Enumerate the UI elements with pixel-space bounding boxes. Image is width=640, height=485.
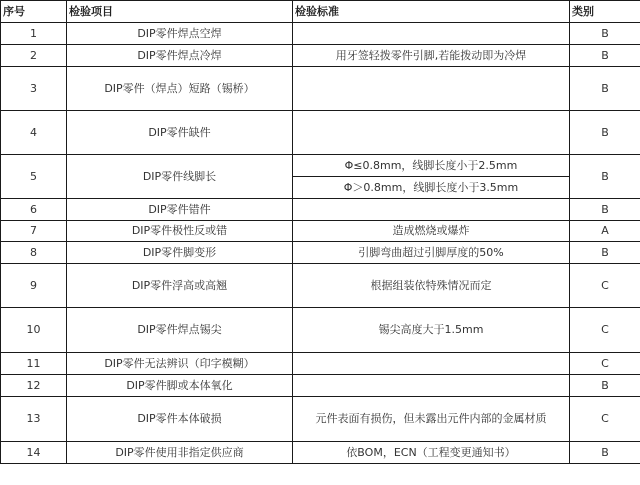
row-item: DIP零件无法辨识（印字模糊） [67,353,293,375]
standard-line-1: Φ≤0.8mm，线脚长度小于2.5mm [293,155,569,177]
row-standard: 造成燃烧或爆炸 [293,221,570,242]
row-standard: 锡尖高度大于1.5mm [293,308,570,353]
table-row [1,67,640,111]
row-no: 12 [1,375,67,397]
table-row [1,221,640,242]
row-standard: 用牙签轻拨零件引脚,若能拨动即为冷焊 [293,45,570,67]
header-row [1,1,640,23]
row-class: B [570,45,640,67]
row-class: B [570,111,640,155]
row-item: DIP零件焊点锡尖 [67,308,293,353]
row-class: B [570,155,640,199]
row-class: B [570,23,640,45]
row-no: 9 [1,264,67,308]
row-item: DIP零件脚或本体氧化 [67,375,293,397]
row-standard [293,353,570,375]
table-row [1,23,640,45]
row-class: C [570,397,640,442]
row-item: DIP零件脚变形 [67,242,293,264]
row-class: B [570,375,640,397]
row-no: 13 [1,397,67,442]
header-standard: 检验标准 [293,1,570,23]
table-row [1,397,640,442]
row-no: 4 [1,111,67,155]
row-no: 7 [1,221,67,242]
row-no: 3 [1,67,67,111]
row-no: 8 [1,242,67,264]
row-standard: 依BOM，ECN（工程变更通知书） [293,442,570,464]
table-row [1,45,640,67]
standard-line-2: Φ＞0.8mm，线脚长度小于3.5mm [343,180,519,194]
row-item: DIP零件焊点冷焊 [67,45,293,67]
row-item: DIP零件极性反或错 [67,221,293,242]
header-class: 类别 [570,1,640,23]
row-standard [293,67,570,111]
row-standard: 引脚弯曲超过引脚厚度的50% [293,242,570,264]
row-class: B [570,67,640,111]
row-item: DIP零件本体破损 [67,397,293,442]
row-no: 10 [1,308,67,353]
row-no: 5 [1,155,67,199]
table-row [1,308,640,353]
row-item: DIP零件使用非指定供应商 [67,442,293,464]
table-row [1,242,640,264]
table-row [1,111,640,155]
row-no: 2 [1,45,67,67]
row-item: DIP零件线脚长 [67,155,293,199]
row-class: B [570,442,640,464]
row-item: DIP零件焊点空焊 [67,23,293,45]
table-row [1,353,640,375]
row-standard: 根据组装依特殊情况而定 [293,264,570,308]
row-class: C [570,264,640,308]
table-row [1,442,640,464]
row-class: B [570,242,640,264]
row-item: DIP零件错件 [67,199,293,221]
row-standard [293,375,570,397]
row-no: 14 [1,442,67,464]
table-row [1,264,640,308]
table-row [1,375,640,397]
header-item: 检验项目 [67,1,293,23]
row-item: DIP零件浮高或高翘 [67,264,293,308]
row-standard [293,23,570,45]
row-standard: 元件表面有损伤，但未露出元件内部的金属材质 [293,397,570,442]
row-class: B [570,199,640,221]
row-no: 11 [1,353,67,375]
row-standard [293,199,570,221]
header-no: 序号 [1,1,67,23]
table-row [1,199,640,221]
row-no: 1 [1,23,67,45]
table-row [1,155,640,199]
row-standard-split [293,155,570,199]
row-standard [293,111,570,155]
row-class: A [570,221,640,242]
row-no: 6 [1,199,67,221]
row-class: C [570,353,640,375]
row-class: C [570,308,640,353]
row-item: DIP零件缺件 [67,111,293,155]
row-item: DIP零件（焊点）短路（锡桥） [67,67,293,111]
